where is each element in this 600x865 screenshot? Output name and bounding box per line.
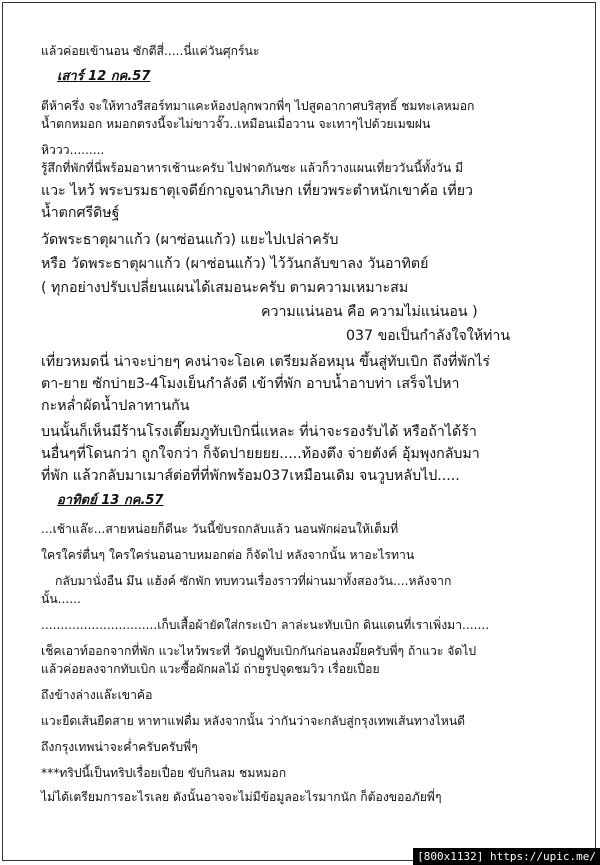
text-line: นั้น...... bbox=[41, 592, 81, 606]
text-line: เช็คเอาท์ออกจากที่พัก แวะไหว้พระที่ วัดปฏูทับเบิกกันก่อนลงมั๊ยครับพี่ๆ ถ้าแวะ จัดไป bbox=[41, 644, 477, 658]
text-line: หิววว......... bbox=[41, 143, 105, 157]
text-line: กลับมานั่งอืน มึน แฮ้งค์ ซักพัก ทบทวนเรื่องราวที่ผ่านมาทั้งสองวัน....หลังจาก bbox=[55, 574, 452, 588]
text-line: ...เช้าแล๊ะ...สายหน่อยก็ดีนะ วันนี้ขับรถกลับแล้ว นอนพักผ่อนให้เต็มที่ bbox=[41, 522, 399, 536]
date-heading-sunday: อาทิตย์ 13 กค.57 bbox=[57, 493, 164, 508]
text-line: เที่ยวหมดนี่ น่าจะบ่ายๆ คงน่าจะโอเค เตรียมล้อหมุน ขึ้นสู่ทับเบิก ถึงที่พักไร่ bbox=[41, 354, 491, 370]
text-line: น้ำตกหมอก หมอกตรงนี้จะไม่ขาวจั๊ว..เหมือนเมื่อวาน จะเทาๆไปด้วยเมฆฝน bbox=[41, 117, 431, 131]
text-line: 037 ขอเป็นกำลังใจให้ท่าน bbox=[346, 328, 511, 344]
text-line: ที่พัก แล้วกลับมาเมาส์ต่อที่ที่พักพร้อม037เหมือนเดิม จนวูบหลับไป..... bbox=[41, 468, 460, 484]
text-line: แล้วค่อยลงจากทับเบิก แวะซื้อผักผลไม้ ถ่ายรูปจุดชมวิว เรื่อยเปื่อย bbox=[41, 662, 380, 676]
text-line: น้ำตกศรีดิษฐ์ bbox=[41, 205, 120, 221]
image-size-watermark: [800x1132] https://upic.me/ bbox=[413, 848, 600, 865]
text-line: ..............................เก็บเสื้อผ้ายัดใส่กระเป๋า ลาล่ะนะทับเบิก ดินแดนที่เราเพิ่งมา....... bbox=[41, 618, 490, 632]
text-line: รู้สึกที่พักที่นี่พร้อมอาหารเช้านะครับ ไปฟาดกันซะ แล้วก็วางแผนเที่ยววันนี้ทั้งวัน มี bbox=[41, 161, 464, 175]
text-line: ตีห้าครึ่ง จะให้ทางรีสอร์ทมาแคะห้องปลุกพวกพี่ๆ ไปสูดอากาศบริสุทธิ์ ชมทะเลหมอก bbox=[41, 99, 475, 113]
text-line: บนนั้นก็เห็นมีร้านโรงเตี๊ยมภูทับเบิกนี่แหละ ที่น่าจะรองรับได้ หรือถ้าได้ร้า bbox=[41, 424, 477, 440]
document-page bbox=[2, 2, 596, 861]
text-line: ถึงข้างล่างแล๊ะเขาค้อ bbox=[41, 688, 153, 702]
text-line: ความแน่นอน คือ ความไม่แน่นอน ) bbox=[261, 304, 478, 320]
text-line: แวะยืดเส้นยืดสาย หาทาแฟดื่ม หลังจากนั้น ว่ากันว่าจะกลับสู่กรุงเทพเส้นทางไหนดี bbox=[41, 714, 466, 728]
text-line: แล้วค่อยเข้านอน ซักตีสี่.....นี่แค่วันศุกร์นะ bbox=[41, 44, 260, 58]
text-line: ตา-ยาย ซักบ่าย3-4โมงเย็นกำลังดี เข้าที่พัก อาบน้ำอาบท่า เสร็จไปหา bbox=[41, 376, 460, 392]
text-line: ไม่ได้เตรียมการอะไรเลย ดังนั้นอาจจะไม่มีข้อมูลอะไรมากนัก ก็ต้องขออภัยพี่ๆ bbox=[41, 790, 442, 804]
text-line: แวะ ไหว้ พระบรมธาตุเจดีย์กาญจนาภิเษก เที่ยวพระตำหนักเขาค้อ เที่ยว bbox=[41, 183, 473, 199]
text-line: กะหล่ำผัดน้ำปลาทานกัน bbox=[41, 398, 190, 414]
text-line: วัดพระธาตุผาแก้ว (ผาซ่อนแก้ว) แยะไปเปล่าครับ bbox=[41, 232, 339, 248]
text-line: นอื่นๆที่โดนกว่า ถูกใจกว่า ก็จัดปายยยย.....ท้องตึง จ่ายตังค์ อุ้มพุงกลับมา bbox=[41, 446, 480, 462]
text-line: ใครใคร่ตื่นๆ ใครใคร่นอนอาบหมอกต่อ ก็จัดไป หลังจากนั้น หาอะไรทาน bbox=[41, 548, 415, 562]
text-line: ( ทุกอย่างปรับเปลี่ยนแผนได้เสมอนะครับ ตามความเหมาะสม bbox=[41, 280, 409, 296]
date-heading-saturday: เสาร์ 12 กค.57 bbox=[57, 69, 151, 84]
text-line: ถึงกรุงเทพน่าจะค่ำครับครับพี่ๆ bbox=[41, 740, 198, 754]
text-line: ***ทริปนี้เป็นทริปเรื่อยเปื่อย ขับกินลม ชมหมอก bbox=[41, 766, 287, 780]
text-line: หรือ วัดพระธาตุผาแก้ว (ผาซ่อนแก้ว) ไว้วันกลับขาลง วันอาทิตย์ bbox=[41, 256, 429, 272]
